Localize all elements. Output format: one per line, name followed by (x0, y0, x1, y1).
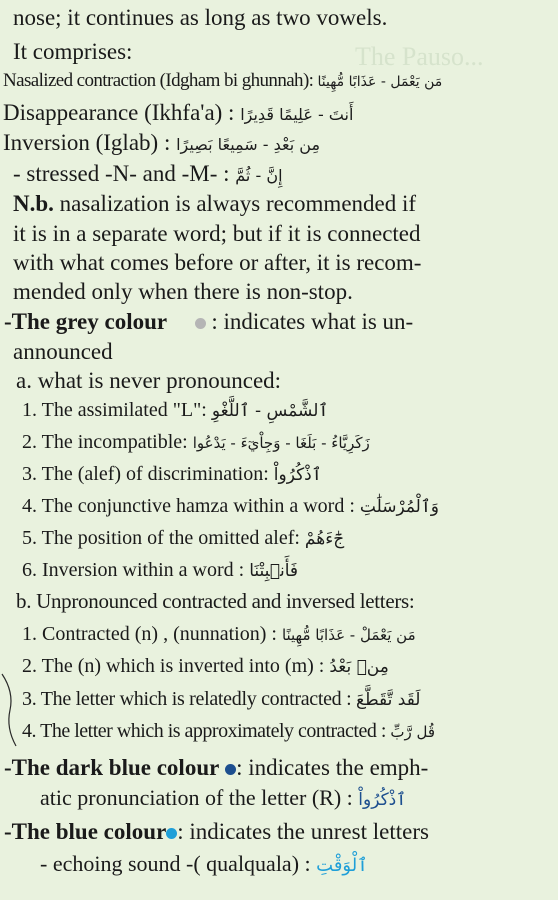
arabic-example: جَٰٓءَهُمْ (304, 529, 345, 549)
list-item (22, 689, 420, 709)
line-text: mended only when there is non-stop. (13, 279, 353, 304)
arabic-example: مِنۢ بَعْدُ (329, 657, 389, 677)
line-text: with what comes before or after, it is recom- (13, 250, 422, 275)
line-text: : indicates the unrest letters (177, 819, 429, 844)
item-text: 5. The position of the omitted alef: (22, 527, 300, 549)
item-text: 3. The (alef) of discrimination: (22, 463, 269, 485)
blue-dot-icon (166, 828, 177, 839)
line-text: it is in a separate word; but if it is connected (13, 221, 421, 246)
line-text: Disappearance (Ikhfa'a) : (3, 100, 235, 125)
arabic-example: زَكَرِيَّاءُ - بَلَغَا - وَجِاْيٓءَ - يَدْعُوا (192, 434, 370, 452)
line-text: announced (13, 339, 113, 364)
item-text: 1. Contracted (n) , (nunnation) : (22, 623, 277, 645)
arabic-example: ٱلشَّمْسِ - ٱللَّغْوِ (211, 401, 329, 421)
heading-label: -The grey colour (4, 309, 168, 334)
text-line (13, 6, 387, 29)
text-line (13, 340, 113, 363)
text-line (13, 40, 132, 63)
item-text: 4. The letter which is approximately contracted : (22, 720, 386, 742)
section-heading (4, 756, 428, 779)
text-line (3, 131, 320, 154)
text-line (13, 162, 283, 185)
text-line (13, 251, 421, 274)
note-label: N.b. (13, 191, 54, 216)
text-line (3, 101, 353, 124)
list-item (22, 624, 416, 644)
item-text: 6. Inversion within a word : (22, 559, 245, 581)
arabic-example: مِن بَعْدِ - سَمِيعًا بَصِيرًا (176, 135, 321, 154)
list-item (22, 496, 439, 516)
text-line (13, 222, 421, 245)
line-text: Inversion (Iglab) : (3, 130, 171, 155)
text-line (13, 280, 353, 303)
list-item (22, 400, 328, 420)
line-text: It comprises: (13, 39, 133, 64)
arabic-example: ٱذْكُرُواْ (273, 465, 322, 485)
heading-label: -The dark blue colour (4, 755, 220, 780)
dark-blue-dot-icon (225, 764, 236, 775)
arabic-example: إِنَّ - ثُمَّ (235, 166, 283, 185)
arabic-example: مَن يَعْمَل - عَذَابًا مُّهِينًا (317, 74, 443, 90)
section-heading (4, 310, 413, 333)
faint-background-text: The Pauso... (355, 42, 484, 71)
line-text: : indicates the emph- (236, 755, 429, 780)
bracket-mark (0, 670, 20, 750)
item-text: 2. The (n) which is inverted into (m) : (22, 655, 325, 677)
text-line (40, 853, 368, 875)
item-text: 4. The conjunctive hamza within a word : (22, 495, 355, 517)
line-text: - stressed -N- and -M- : (13, 161, 230, 186)
text-line (16, 369, 281, 392)
list-item (22, 560, 298, 580)
arabic-example: مَن يَعْمَلْ - عَذَابًا مُّهِينًا (281, 626, 416, 644)
list-item (22, 656, 389, 676)
item-text: 1. The assimilated "L": (22, 399, 207, 421)
arabic-example: فَأَنۢبِتْنَا (249, 561, 298, 581)
line-text: a. what is never pronounced: (16, 368, 282, 393)
list-item (22, 432, 370, 452)
line-text: b. Unpronounced contracted and inversed letters: (16, 589, 415, 613)
list-item (22, 721, 435, 741)
arabic-example: قُل رَّبِّ (390, 723, 436, 741)
arabic-example: ٱذْكُرُواْ (358, 790, 407, 810)
line-text: nasalization is always recommended if (53, 191, 417, 216)
line-text: : indicates what is un- (211, 309, 414, 334)
list-item (22, 464, 322, 484)
line-text: nose; it continues as long as two vowels. (13, 5, 388, 30)
line-text: atic pronunciation of the letter (R) : (40, 785, 353, 810)
line-text: - echoing sound -( qualquala) : (40, 851, 311, 876)
arabic-example: ٱلْوَقْتِ (316, 855, 368, 876)
line-text: Nasalized contraction (Idgham bi ghunnah): (3, 70, 314, 91)
text-line (40, 787, 406, 809)
grey-dot-icon (195, 318, 206, 329)
arabic-example: وَٱلْمُرْسَلَٰتِ (359, 497, 439, 517)
text-line (16, 591, 414, 612)
item-text: 2. The incompatible: (22, 431, 188, 453)
text-line (3, 71, 442, 90)
section-heading (4, 820, 429, 843)
arabic-example: أَنتَ - عَلِيمًا قَدِيرًا (240, 105, 354, 124)
text-line (13, 192, 416, 215)
heading-label: -The blue colour (4, 819, 167, 844)
arabic-example: لَقَد تَّقَطَّعَ (356, 690, 421, 710)
list-item (22, 528, 344, 548)
item-text: 3. The letter which is relatedly contracted : (22, 688, 352, 710)
